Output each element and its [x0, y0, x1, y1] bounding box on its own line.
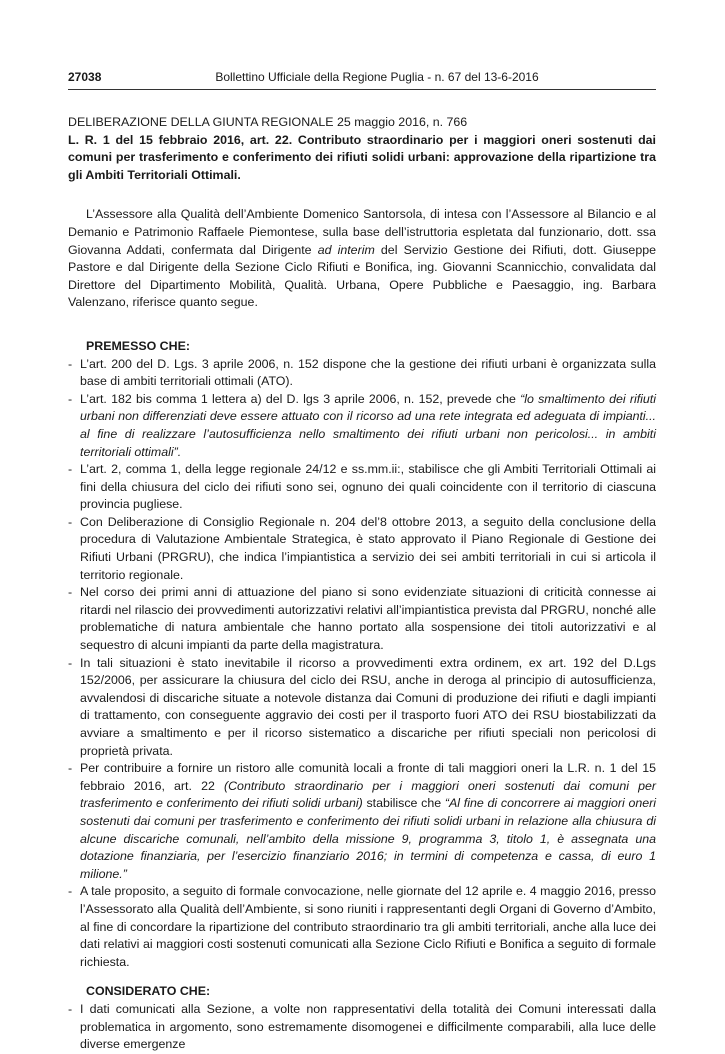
considerato-heading: CONSIDERATO CHE:	[86, 984, 211, 999]
list-item	[68, 1001, 656, 1054]
list-item-text: L’art. 200 del D. Lgs. 3 aprile 2006, n. 152 dispone che la gestione dei rifiuti urbani è organizzata sulla base di ambiti territoriali ottimali (ATO).	[80, 356, 656, 389]
list-item-text: In tali situazioni è stato inevitabile il ricorso a provvedimenti extra ordinem, ex art. 192 del D.Lgs 152/2006, per assicurare la chiusura del ciclo dei RSU, anche in deroga al principio di autosufficienza, avvalendosi di discariche situate a notevole distanza dai Comuni di produzione dei rifiuti e dagli impianti di trattamento, con conseguente aggravio dei costi per il trasporto fuori ATO dei RSU biostabilizzati da avviare a smaltimento e per il ricorso sistematico a discariche per rifiuti speciali non pericolosi di proprietà privata.	[80, 655, 656, 758]
list-item-quote: “Al fine di concorrere ai maggiori oneri sostenuti dai comuni per trasferimento e conferimento dei rifiuti solidi urbani in relazione alla chiusura di alcune discariche comunali, nell’ambito della missione 9, programma 3, titolo 1, è assegnata una dotazione finanziaria, per l’esercizio finanziario 2016; in termini di competenza e cassa, di euro 1 milione.”	[80, 796, 657, 881]
list-dash: -	[68, 356, 73, 371]
list-item-text: Per contribuire a fornire un ristoro alle comunità locali a fronte di tali maggiori oneri la L.R. n. 1 del 15 febbraio 2016, art. 22	[80, 761, 656, 793]
list-item-text: L’art. 2, comma 1, della legge regionale 24/12 e ss.mm.ii:, stabilisce che gli Ambiti Territoriali Ottimali ai fini della chiusura del ciclo dei rifiuti sono sei, ognuno dei quali coincidente con il territorio di ciascuna provincia pugliese.	[80, 462, 656, 512]
list-item	[68, 883, 656, 971]
list-item	[68, 391, 656, 461]
list-item	[68, 356, 656, 391]
list-item-text: stabilisce che	[362, 796, 445, 811]
considerato-list	[68, 1001, 656, 1054]
list-dash: -	[68, 462, 73, 477]
list-dash: -	[68, 884, 73, 899]
list-dash: -	[68, 514, 73, 529]
intro-italic: ad interim	[317, 242, 375, 257]
list-item-text: Con Deliberazione di Consiglio Regionale n. 204 del’8 ottobre 2013, a seguito della conclusione della procedura di Valutazione Ambientale Strategica, è stato approvato il Piano Regionale di Gestione dei Rifiuti Urbani (PRGRU), che indica l’impiantistica a servizio dei sei ambiti territoriali in cui si articola il territorio regionale.	[80, 514, 656, 582]
page-header	[68, 70, 656, 90]
running-title: Bollettino Ufficiale della Regione Puglia - n. 67 del 13-6-2016	[215, 70, 539, 84]
list-item-italic: (Contributo straordinario per i maggiori oneri sostenuti dai comuni per trasferimento e conferimento dei rifiuti solidi urbani)	[80, 778, 656, 811]
premesso-list	[68, 356, 656, 972]
list-item-text: I dati comunicati alla Sezione, a volte non rappresentativi della totalità dei Comuni interessati dalla problematica in argomento, sono estremamente disomogenei e difficilmente comparabili, alla luce delle diverse emergenze	[80, 1001, 656, 1052]
list-dash: -	[68, 655, 73, 670]
list-item-text: L’art. 182 bis comma 1 lettera a) del D. lgs 3 aprile 2006, n. 152, prevede che	[80, 391, 521, 406]
list-item-quote: “lo smaltimento dei rifiuti urbani non differenziati deve essere attuato con il ricorso ad una rete integrata ed adeguata di impianti... al fine di realizzare l’autosufficienza nello smaltimento dei rifiuti urbani non pericolosi... in ambiti territoriali ottimali”.	[80, 391, 656, 459]
list-item	[68, 584, 656, 654]
list-item-text: Nel corso dei primi anni di attuazione del piano si sono evidenziate situazioni di criticità connesse ai ritardi nel rilascio dei provvedimenti autorizzativi relativi all’impiantistica prevista dal PRGRU, nonché alle problematiche di natura ambientale che hanno portato alla sospensione dei titoli autorizzativi e al sequestro di alcuni impianti da parte della magistratura.	[80, 585, 656, 653]
list-item	[68, 655, 656, 761]
list-item-text: A tale proposito, a seguito di formale convocazione, nelle giornate del 12 aprile e. 4 maggio 2016, presso l’Assessorato alla Qualità dell’Ambiente, si sono riuniti i rappresentanti degli Organi di Governo d’Ambito, al fine di concordare la ripartizione del contributo straordinario tra gli ambiti territoriali, anche alla luce dei dati relativi ai maggiori costi sostenuti comunicati alla Sezione Ciclo Rifiuti e Bonifica a seguito di formale richiesta.	[80, 884, 656, 969]
header-rule	[68, 89, 656, 90]
deliberation-subject: L. R. 1 del 15 febbraio 2016, art. 22. Contributo straordinario per i maggiori oneri sostenuti dai comuni per trasferimento e conferimento dei rifiuti solidi urbani: approvazione della ripartizione tra gli Ambiti Territoriali Ottimali.	[68, 132, 656, 182]
list-item	[68, 461, 656, 514]
list-item	[68, 514, 656, 584]
premesso-heading: PREMESSO CHE:	[86, 338, 190, 353]
intro-text: L’Assessore alla Qualità dell’Ambiente Domenico Santorsola, di intesa con l’Assessore al Bilancio e al Demanio e Patrimonio Raffaele Piemontese, sulla base dell’istruttoria espletata dal funzionario, dott. ssa Giovanna Addati, confermata dal Dirigente	[68, 207, 656, 257]
page-number: 27038	[68, 70, 102, 84]
list-dash: -	[68, 761, 73, 776]
deliberation-title: DELIBERAZIONE DELLA GIUNTA REGIONALE 25 maggio 2016, n. 766	[68, 115, 468, 129]
list-dash: -	[68, 391, 73, 406]
intro-paragraph	[68, 206, 656, 312]
list-dash: -	[68, 1001, 73, 1016]
list-dash: -	[68, 585, 73, 600]
intro-text-end: del Servizio Gestione dei Rifiuti, dott. Giuseppe Pastore e dal Dirigente della Sezione Ciclo Rifiuti e Bonifica, ing. Giovanni Scannicchio, convalidata dal Direttore del Dipartimento Mobilità, Qualità. Urbana, Opere Pubbliche e Paesaggio, ing. Barbara Valenzano, riferisce quanto segue.	[68, 242, 656, 310]
list-item	[68, 760, 656, 883]
document-body	[68, 114, 656, 1054]
